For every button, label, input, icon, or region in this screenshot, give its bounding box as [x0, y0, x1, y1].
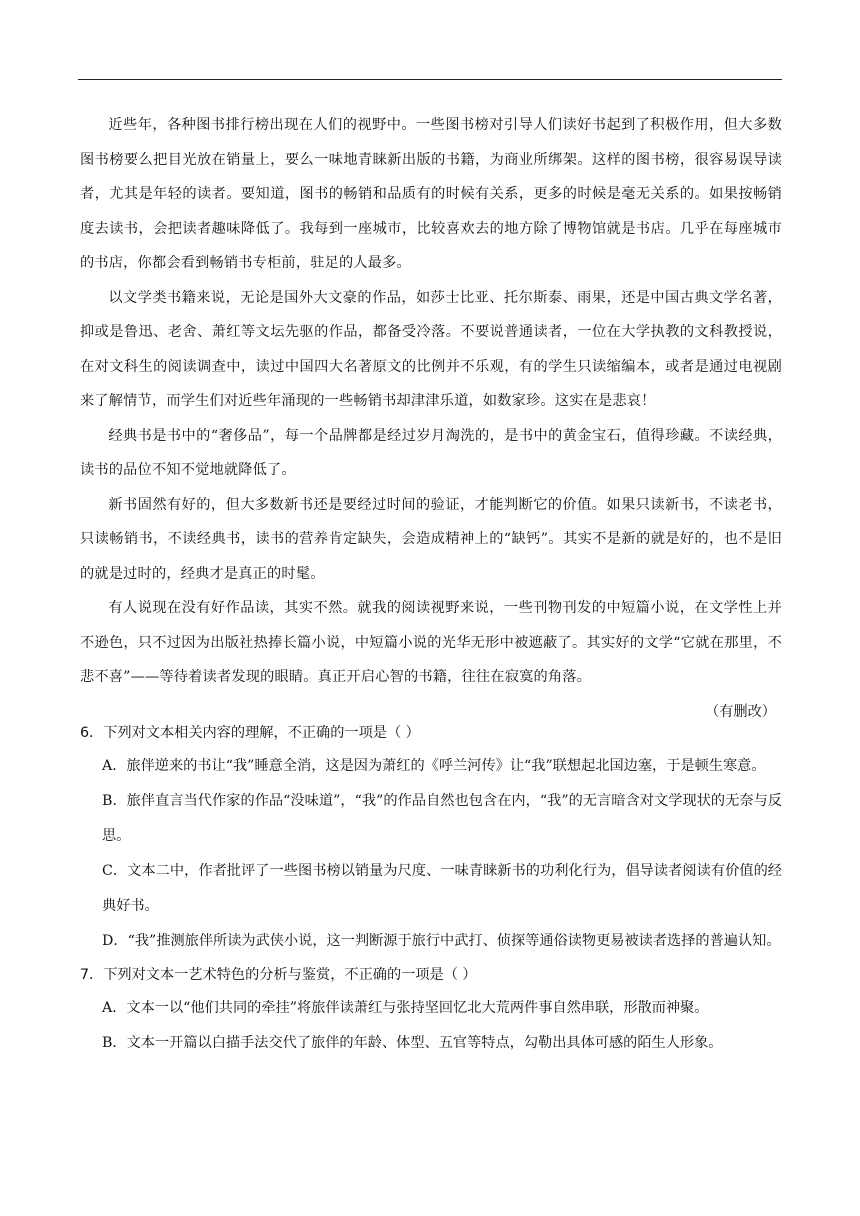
question-6-stem [80, 717, 782, 749]
question-7-stem [80, 959, 782, 991]
question-6-option-a: A．旅伴逆来的书让“我”睡意全消，这是因为萧红的《呼兰河传》让“我”联想起北国边塞，于是顿生寒意。 [102, 758, 766, 774]
question-6-option-d: D．“我”推测旅伴所读为武侠小说，这一判断源于旅行中武打、侦探等通俗读物更易被读者选择的普遍认知。 [102, 933, 781, 949]
question-7-option-a: A．文本一以“他们共同的牵挂”将旅伴读萧红与张持坚回忆北大荒两件事自然串联，形散而神聚。 [102, 1000, 709, 1016]
question-number: 6． [80, 725, 104, 741]
passage-paragraph: 经典书是书中的“奢侈品”，每一个品牌都是经过岁月淘洗的，是书中的黄金宝石，值得珍藏。不读经典，读书的品位不知不觉地就降低了。 [80, 427, 782, 478]
header-rule [78, 79, 782, 80]
passage-paragraph: 有人说现在没有好作品读，其实不然。就我的阅读视野来说，一些刊物刊发的中短篇小说，在文学性上并不逊色，只不过因为出版社热捧长篇小说，中短篇小说的光华无形中被遮蔽了。其实好的文学“它就在那里，不悲不喜”——等待着读者发现的眼睛。真正开启心智的书籍，往往在寂寞的角落。 [80, 600, 782, 685]
question-6-option-b: B．旅伴直言当代作家的作品“没味道”，“我”的作品自然也包含在内，“我”的无言暗含对文学现状的无奈与反思。 [102, 793, 782, 844]
reading-passage [80, 108, 782, 729]
source-note: （有删改） [705, 703, 776, 720]
passage-paragraph: 近些年，各种图书排行榜出现在人们的视野中。一些图书榜对引导人们读好书起到了积极作用，但大多数图书榜要么把目光放在销量上，要么一味地青睐新出版的书籍，为商业所绑架。这样的图书榜，很容易误导读者，尤其是年轻的读者。要知道，图书的畅销和品质有的时候有关系，更多的时候是毫无关系的。如果按畅销度去读书，会把读者趣味降低了。我每到一座城市，比较喜欢去的地方除了博物馆就是书店。几乎在每座城市的书店，你都会看到畅销书专柜前，驻足的人最多。 [80, 117, 782, 271]
question-text: 下列对文本相关内容的理解，不正确的一项是（ ） [103, 725, 420, 741]
question-7-option-b: B．文本一开篇以白描手法交代了旅伴的年龄、体型、五官等特点，勾勒出具体可感的陌生人形象。 [102, 1035, 723, 1051]
passage-paragraph: 新书固然有好的，但大多数新书还是要经过时间的验证，才能判断它的价值。如果只读新书，不读老书，只读畅销书，不读经典书，读书的营养肯定缺失，会造成精神上的“缺钙”。其实不是新的就是好的，也不是旧的就是过时的，经典才是真正的时髦。 [80, 496, 782, 582]
question-number: 7． [80, 967, 104, 983]
question-6-option-c: C．文本二中，作者批评了一些图书榜以销量为尺度、一味青睐新书的功利化行为，倡导读者阅读有价值的经典好书。 [102, 863, 782, 914]
passage-paragraph: 以文学类书籍来说，无论是国外大文豪的作品，如莎士比亚、托尔斯泰、雨果，还是中国古典文学名著，抑或是鲁迅、老舍、萧红等文坛先驱的作品，都备受冷落。不要说普通读者，一位在大学执教的文科教授说，在对文科生的阅读调查中，读过中国四大名著原文的比例并不乐观，有的学生只读缩编本，或者是通过电视剧来了解情节，而学生们对近些年涌现的一些畅销书却津津乐道，如数家珍。这实在是悲哀！ [80, 289, 782, 409]
question-list [80, 717, 782, 1061]
question-text: 下列对文本一艺术特色的分析与鉴赏，不正确的一项是（ ） [103, 967, 477, 983]
